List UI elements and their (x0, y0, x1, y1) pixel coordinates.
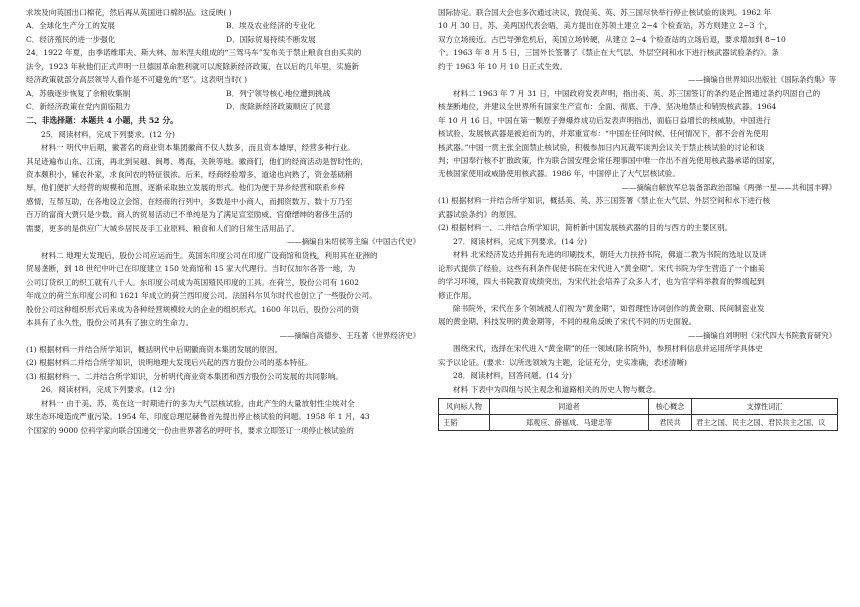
q23-option-a: A．全球化生产分工的发展 (26, 21, 116, 31)
q27-title: 27．阅读材料，完成下列要求。(14 分) (453, 236, 587, 246)
q28-cell: 王韬 (439, 415, 490, 431)
q25-material1-source: ——摘编自朱绍侯等主编《中国古代史》 (286, 237, 420, 247)
q27-material-line: 除书院外，宋代在多个领域被人们视为“黄金期”，如哲理性诗词创作的黄金期、民间制瓷业发 (453, 303, 765, 313)
q26-material1-line: 球生态环境造成严重污染。1954 年，印度总理尼赫鲁首先提出停止核试验的问题。1958 年 1 月，43 (26, 412, 370, 422)
q25-material2-line: 贸易垄断，到 18 世纪中叶已在印度建立 150 处商馆和 15 家大代理行。当时仅加尔各答一地，为 (26, 264, 356, 274)
q25-material2-line: 本具有了永久性，股份公司具有了独立的生命力。 (26, 317, 194, 327)
q25-material1-line: 需要，更多的是供应广大城乡居民及手工业原料、粮食和人们的日常生活用品了。 (26, 223, 300, 233)
q25-ask: (1) 根据材料一并结合所学知识，概括明代中后期徽商资本集团发展的原因。 (26, 344, 283, 354)
q28-title: 28．阅读材料，回答问题。(14 分) (453, 371, 572, 381)
q26-ask: 武器试验条约》的原因。 (438, 209, 522, 219)
q28-cell: 君主之国、民主之国、君民共主之国、议 (692, 415, 838, 431)
q25-ask: (2) 根据材料二并结合所学知识，说明地理大发现后兴起的西方股份公司的基本特征。 (26, 358, 313, 368)
left-column (26, 6, 426, 437)
q26-material2-line: 核武器。”中国一贯主张全面禁止核试验，积极参加日内瓦裁军谈判会议关于禁止核试验的讨论和谈 (438, 142, 765, 152)
q27-material-line: 材料 北宋经济发达并拥有先进的印刷技术，朝廷大力扶持书院，佛道二教为书院的选址以及讲 (453, 250, 767, 260)
q24-line: 经济政策就部分高层领导人看作是不可避免的“恶”。这表明当时( ) (26, 75, 248, 85)
q24-line: 法令，1923 年秋他们正式声明一旦德国革命胜利就可以废除新经济政策，在以后的几年里，实施新 (26, 61, 360, 71)
q26-material2-line: 判；中国奉行核不扩散政策，作为联合国安理会常任理事国中唯一作出不首先使用核武器承诺的国家， (438, 155, 780, 165)
q26-material2-line: 无核国家使用或威胁使用核武器。1986 年，中国停止了大气层核试验。 (438, 169, 680, 179)
q26-material2-line: 核垄断地位，并建议全世界所有国家生产宣布：全面、彻底、干净、坚决地禁止和销毁核武器。1964 (438, 102, 777, 112)
right-column (438, 6, 842, 431)
q23-stem-end: 求埃及向英国出口棉花，然后再从英国进口棉织品。这反映( ) (26, 8, 232, 17)
q26-material2-line: 核试验、发展核武器是被迫而为的，并郑重宣布：“中国在任何时候、任何情况下，都不会首先使用 (438, 129, 769, 139)
q25-material2-line: 股份公司这种组织形式后来成为各种经营规模较大的企业的组织形式。1600 年以后，股份公司的资 (26, 304, 360, 314)
q28-cell: 君民共 (649, 415, 692, 431)
table-row (439, 415, 838, 431)
q26-material1-cont-line: 约于 1963 年 10 月 10 日正式生效。 (438, 61, 568, 71)
q28-cell: 郑观应、薛福成、马建忠等 (490, 415, 649, 431)
q24-options-row1 (26, 87, 426, 100)
q28-col-header: 核心概念 (649, 399, 692, 415)
q25-material1-line: 资本颇积小，辅农补家，求食问农的特征很浓。后来，经商经验增多，道途也向熟了，资金基础稍 (26, 169, 353, 179)
q25-material1-line: 其足迹遍布山东、江南，再北到吴越、闽粤、粤海、关陕等地。徽商们，他们的经商活动是智时性的， (26, 156, 368, 166)
q26-material2-source: ——摘编自解放军总装备部政治部编《两弹一星——共和国丰碑》 (621, 182, 836, 192)
section-heading: 二、非选择题：本题共 4 小题，共 52 分。 (26, 115, 178, 125)
q27-material-line: 论形式提供了经验，这些有利条件促使书院在宋代进入“黄金期”。宋代书院为学生营造了一个幽美 (438, 263, 765, 273)
q24-option-d: D．废除新经济政策顺应了民意 (226, 102, 331, 112)
q27-ask: 围绕宋代，选择在宋代进入“黄金期”的任一领域(除书院外)，参照材料信息并运用所学具体史 (453, 344, 763, 354)
q26-material1-line: 材料一 由于美、苏、英在这一时期进行的多为大气层核试验，由此产生的大量放射性尘埃对全 (41, 398, 355, 408)
q25-material1-line: 厚，他们便扩大经营的规模和范围，逐渐采取独立发展的形式。他们为便于异乡经营和联系乡梓 (26, 183, 345, 193)
q27-material-line: 修正作用。 (438, 290, 476, 300)
q26-material1-source: ——摘编自世界知识出版社《国际条约集》等 (688, 75, 836, 85)
q25-material1-line: 材料一 明代中后期，徽著名的商业资本集团徽商不仅人数多，而且资本雄厚，经营多种行业。 (41, 143, 355, 153)
q26-material1-cont-line: 个。1963 年 8 月 5 日，三国外长签署了《禁止在大气层、外层空间和水下进行核武器试验条约》。条 (438, 48, 780, 58)
q27-ask: 实予以论证。(要求：以所选领域为主题，论证充分，史实准确，表述清晰) (438, 357, 687, 367)
q27-material-source: ——摘编自刘明明《宋代四大书院教育研究》 (688, 330, 836, 340)
q26-material2-line: 材料二 1963 年 7 月 31 日，中国政府发表声明，指出美、英、苏三国签订的条约是企图通过条约巩固自己的 (453, 88, 821, 98)
q26-ask: (2) 根据材料一、二并结合所学知识，简析新中国发展核武器的目的与西方的主要区别。 (438, 223, 733, 233)
q25-material1-line: 感情，互帮互助，在各地设立会馆，在经商的行列中，多数是中小商人，而拥资数万、数十万乃至 (26, 196, 353, 206)
q26-ask: (1) 根据材料一并结合所学知识，概括美、英、苏三国签署《禁止在大气层、外层空间和水下进行核 (438, 196, 771, 206)
q25-material2-line: 材料二 地理大发现后，股份公司应运而生。英国东印度公司在印度广设商馆和货栈，利用其在亚洲的 (41, 250, 378, 260)
q27-material-line: 展的黄金期、科技发明的黄金期等，不同的视角反映了宋代不同的历史面貌。 (438, 317, 697, 327)
q26-material1-cont-line: 双方立场接近。古巴导弹危机后，美国立场转硬，从建立 2~4 个检查站的立场后退，要求增加到 8~10 (438, 34, 786, 44)
q26-material1-cont-line: 国际协定。联合国大会也多次通过决议，敦促美、英、苏三国尽快举行停止核试验的谈判。1962 年 (438, 8, 772, 17)
q25-ask: (3) 根据材料一、二并结合所学知识，分析明代商业资本集团和西方股份公司发展的共同影响。 (26, 371, 343, 381)
q28-col-header: 同道者 (490, 399, 649, 415)
q23-options-row2 (26, 33, 426, 46)
q24-line: 24．1922 年夏，由季诺维耶夫、斯大林、加米涅夫组成的“三驾马车”发布关于禁止粮食自由买卖的 (26, 48, 362, 58)
q24-options-row2 (26, 100, 426, 113)
q24-option-b: B．列宁领导核心地位遭到挑战 (226, 88, 331, 98)
q25-title: 25．阅读材料，完成下列要求。(12 分) (41, 129, 175, 139)
q23-option-d: D．国际贸易持续不断发展 (226, 34, 316, 44)
q24-option-c: C．新经济政策在党内面临阻力 (26, 102, 131, 112)
q25-material2-line: 公司订货织工的织工就有八千人。东印度公司成为英国殖民印度的工具。在荷兰，股份公司有 1602 (26, 277, 360, 287)
q27-material-line: 的学习环境，四大书院教育成绩突出，为宋代社会培养了众多人才，也为官学科举教育的弊端起到 (438, 277, 765, 287)
q28-table (438, 398, 838, 431)
q28-intro: 材料 下表中为四组与民主观念和道路相关的历史人物与概念。 (453, 384, 661, 394)
q26-material1-line: 个国家的 9000 位科学家向联合国递交一份由世界著名的呼吁书，要求立即签订一项停止核试验的 (26, 425, 354, 435)
q23-option-b: B．埃及农业经济的专业化 (226, 21, 316, 31)
q26-material1-cont-line: 10 月 30 日，苏、美两国代表会晤，美方提出在苏领土建立 2~4 个检查站，苏方则建立 2~3 个， (438, 21, 773, 31)
q25-material2-source: ——摘编自高德步、王珏著《世界经济史》 (279, 331, 420, 341)
q26-material2-line: 年 10 月 16 日，中国在第一颗原子弹爆炸成功后发表声明指出，面临日益增长的核威胁，中国进行 (438, 115, 771, 125)
q28-col-header: 支撑性词汇 (692, 399, 838, 415)
q24-option-a: A．苏俄逐步恢复了余粮收集制 (26, 88, 131, 98)
q23-options-row1 (26, 19, 426, 32)
q25-material2-line: 年成立的荷兰东印度公司和 1621 年成立的荷兰西印度公司。法国科尔贝尔时代也创立了一些股份公司。 (26, 291, 377, 301)
q23-option-c: C．经济殖民的进一步强化 (26, 34, 116, 44)
q25-material1-line: 百万的富商大贾只是少数。商人的贸易活动已不单纯是为了满足宣室励威、官僚缙绅的奢侈生活的 (26, 210, 353, 220)
q28-col-header: 风向标人物 (439, 399, 490, 415)
q26-title: 26．阅读材料，完成下列要求。(12 分) (41, 385, 175, 395)
q28-table-header-row (439, 399, 838, 415)
